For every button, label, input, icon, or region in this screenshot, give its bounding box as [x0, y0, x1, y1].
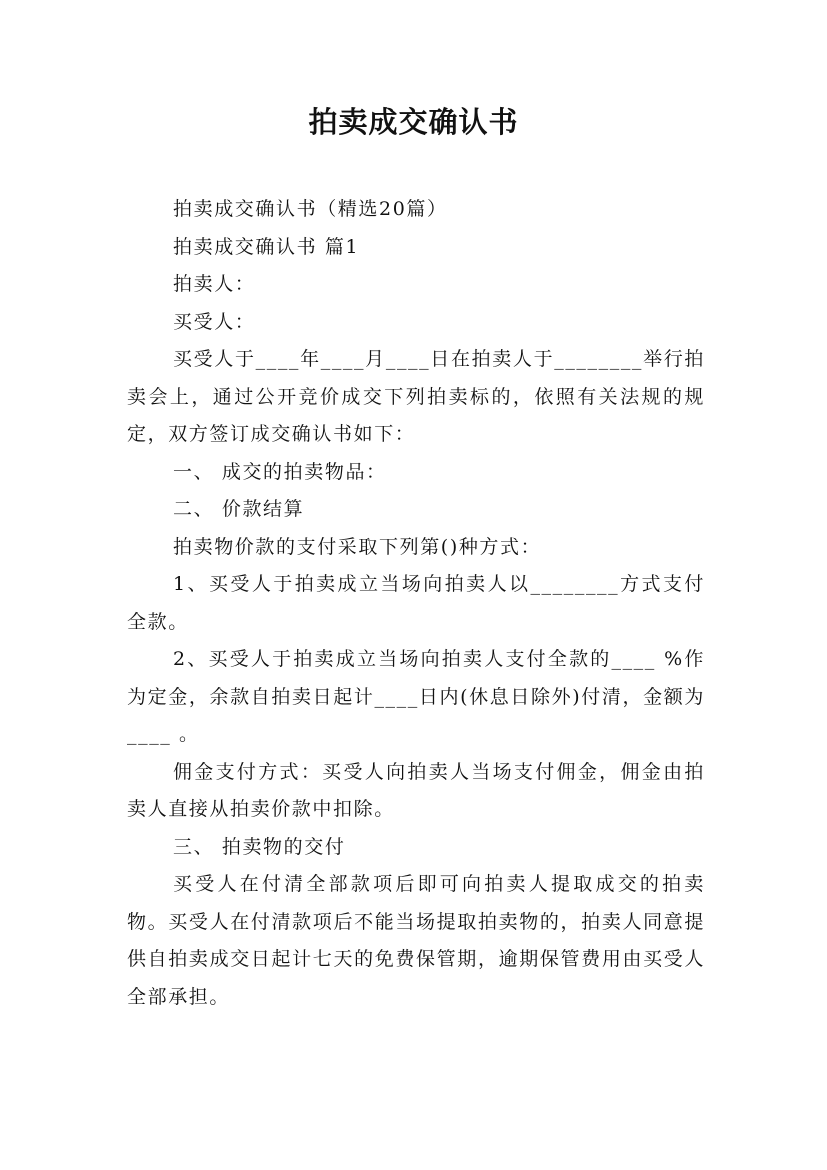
paragraph-item-two: 二、 价款结算 — [173, 498, 305, 520]
paragraph-item-one: 一、 成交的拍卖物品： — [173, 460, 387, 483]
paragraph-subtitle: 拍卖成交确认书（精选20篇） — [173, 198, 448, 220]
paragraph-item-three: 三、 拍卖物的交付 — [173, 835, 346, 858]
paragraph-payment-method: 拍卖物价款的支付采取下列第()种方式： — [173, 535, 542, 558]
document-title: 拍卖成交确认书 — [308, 105, 519, 139]
paragraph-option-one: 1、买受人于拍卖成立当场向拍卖人以________方式支付全款。 — [127, 573, 705, 633]
document-body — [127, 191, 705, 1016]
paragraph-delivery: 买受人在付清全部款项后即可向拍卖人提取成交的拍卖物。买受人在付清款项后不能当场提取拍卖物的，拍卖人同意提供自拍卖成交日起计七天的免费保管期，逾期保管费用由买受人全部承担。 — [127, 873, 705, 1008]
paragraph-section-heading: 拍卖成交确认书 篇1 — [173, 235, 360, 258]
paragraph-buyer: 买受人： — [173, 310, 256, 333]
paragraph-intro: 买受人于____年____月____日在拍卖人于________举行拍卖会上，通过公开竞价成交下列拍卖标的，依照有关法规的规定，双方签订成交确认书如下： — [127, 348, 705, 445]
paragraph-commission: 佣金支付方式：买受人向拍卖人当场支付佣金，佣金由拍卖人直接从拍卖价款中扣除。 — [127, 760, 705, 820]
paragraph-auctioneer: 拍卖人： — [173, 273, 256, 295]
paragraph-option-two: 2、买受人于拍卖成立当场向拍卖人支付全款的____ %作为定金，余款自拍卖日起计____日内(休息日除外)付清，金额为____ 。 — [127, 648, 705, 745]
